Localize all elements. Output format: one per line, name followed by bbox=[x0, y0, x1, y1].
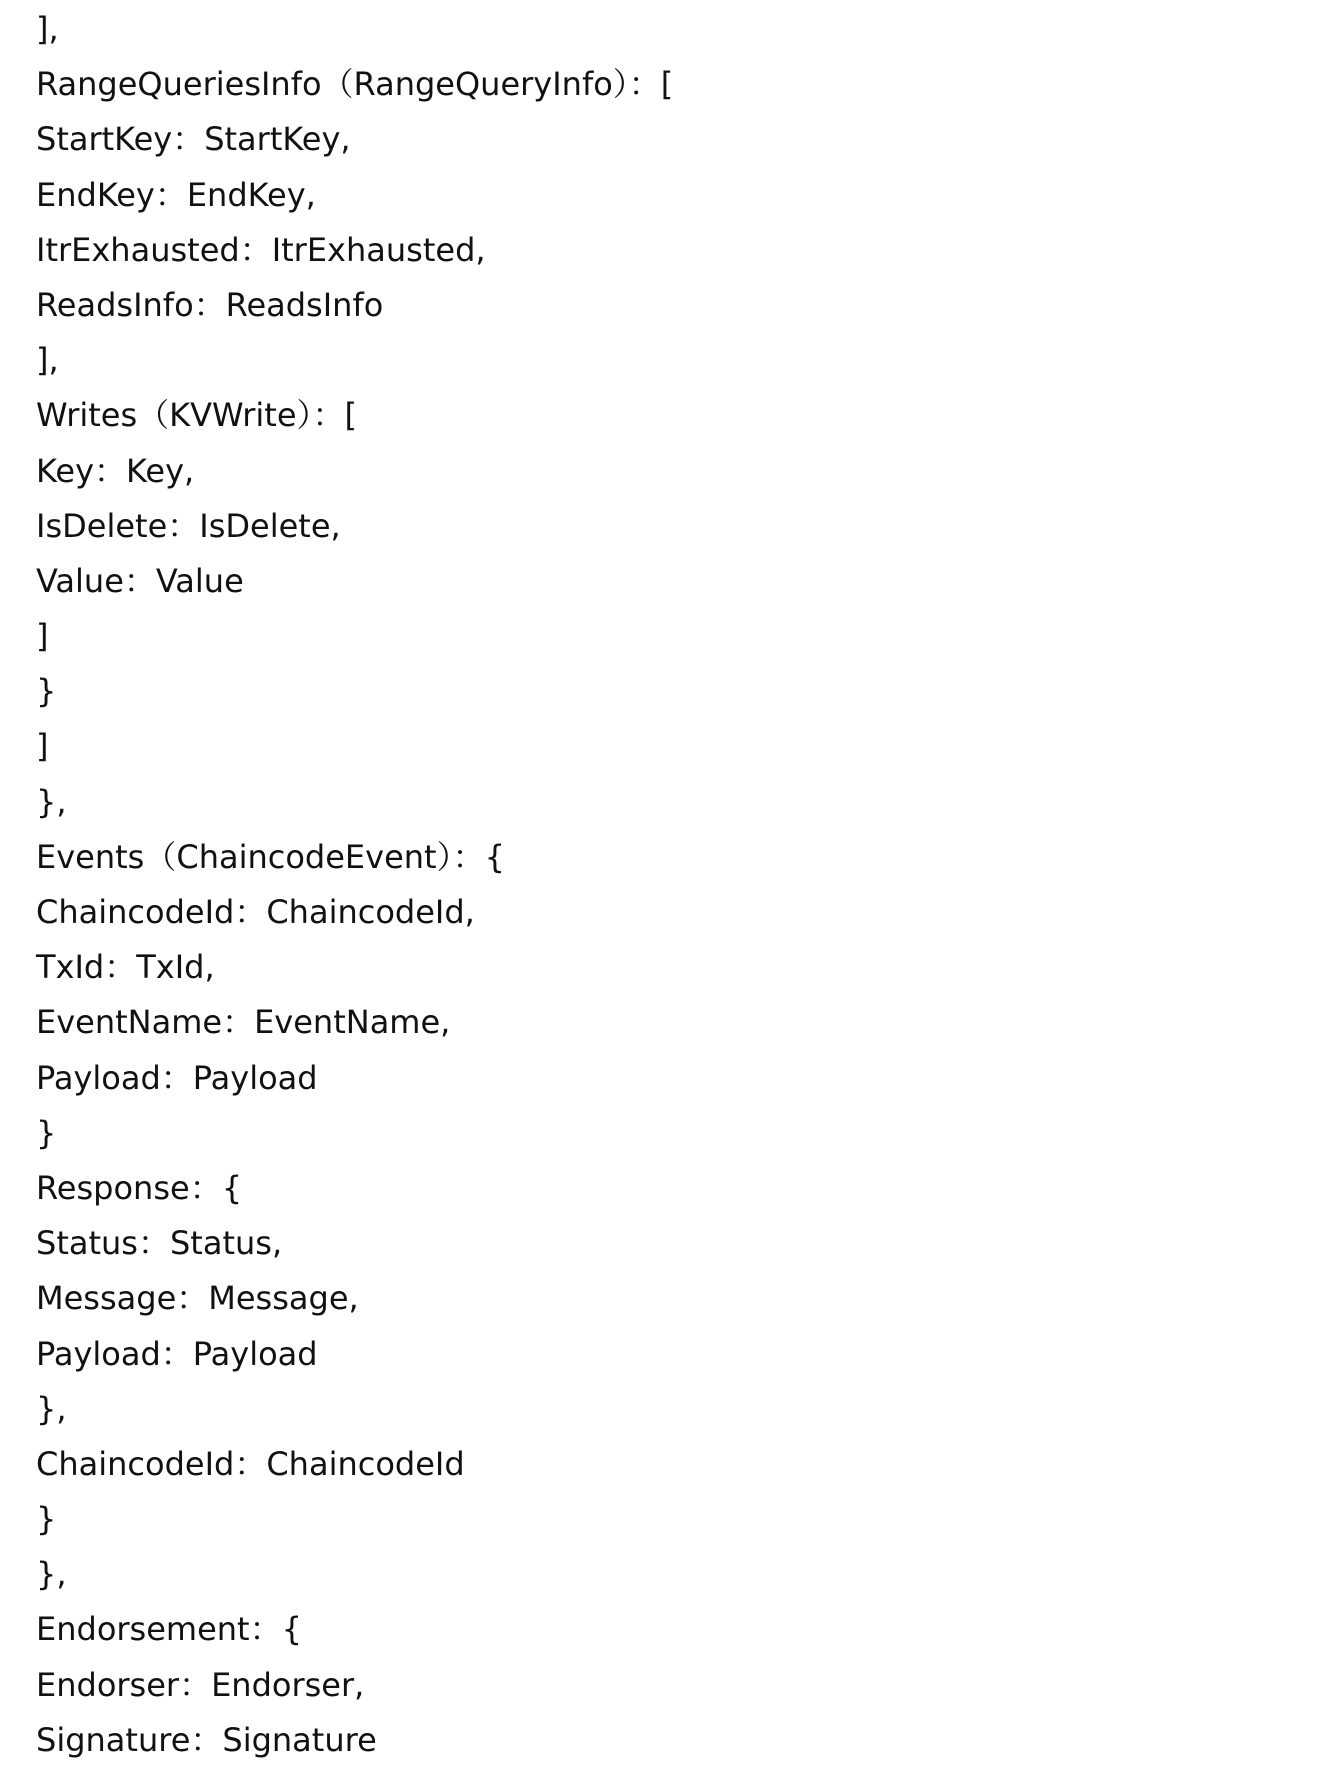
text-line: TxId：TxId, bbox=[36, 948, 215, 987]
text-line: ChaincodeId：ChaincodeId, bbox=[36, 893, 475, 931]
text-line: Events（ChaincodeEvent）：{ bbox=[36, 837, 505, 876]
text-line: }, bbox=[36, 782, 67, 821]
text-line: EventName：EventName, bbox=[36, 1003, 451, 1042]
text-line: RangeQueriesInfo（RangeQueryInfo）：[ bbox=[36, 65, 674, 104]
text-line: StartKey：StartKey, bbox=[36, 120, 351, 159]
text-line: Writes（KVWrite）：[ bbox=[36, 396, 358, 435]
text-line: ] bbox=[36, 727, 49, 766]
text-line: Message：Message, bbox=[36, 1279, 359, 1318]
text-line: Status：Status, bbox=[36, 1224, 283, 1263]
text-line: EndKey：EndKey, bbox=[36, 175, 316, 214]
text-line: ChaincodeId：ChaincodeId bbox=[36, 1444, 465, 1483]
text-line: Endorsement：{ bbox=[36, 1610, 302, 1649]
text-line: }, bbox=[36, 1555, 67, 1594]
text-line: IsDelete：IsDelete, bbox=[36, 506, 341, 545]
text-line: Payload：Payload bbox=[36, 1058, 318, 1097]
text-line: } bbox=[36, 1500, 57, 1539]
text-line: }, bbox=[36, 1389, 67, 1428]
text-line: } bbox=[36, 672, 57, 711]
text-line: } bbox=[36, 1113, 57, 1152]
text-line: ItrExhausted：ItrExhausted, bbox=[36, 230, 486, 269]
text-line: Payload：Payload bbox=[36, 1334, 318, 1373]
text-line: Signature：Signature bbox=[36, 1720, 377, 1759]
document-body bbox=[36, 2, 1286, 1768]
text-line: Value：Value bbox=[36, 561, 244, 600]
text-line: ] bbox=[36, 617, 49, 656]
text-line: Key：Key, bbox=[36, 451, 195, 490]
text-line: Endorser：Endorser, bbox=[36, 1665, 365, 1704]
text-line: ], bbox=[36, 10, 59, 48]
text-line: Response：{ bbox=[36, 1168, 243, 1207]
text-line: ], bbox=[36, 341, 59, 380]
text-line: ReadsInfo：ReadsInfo bbox=[36, 285, 384, 324]
